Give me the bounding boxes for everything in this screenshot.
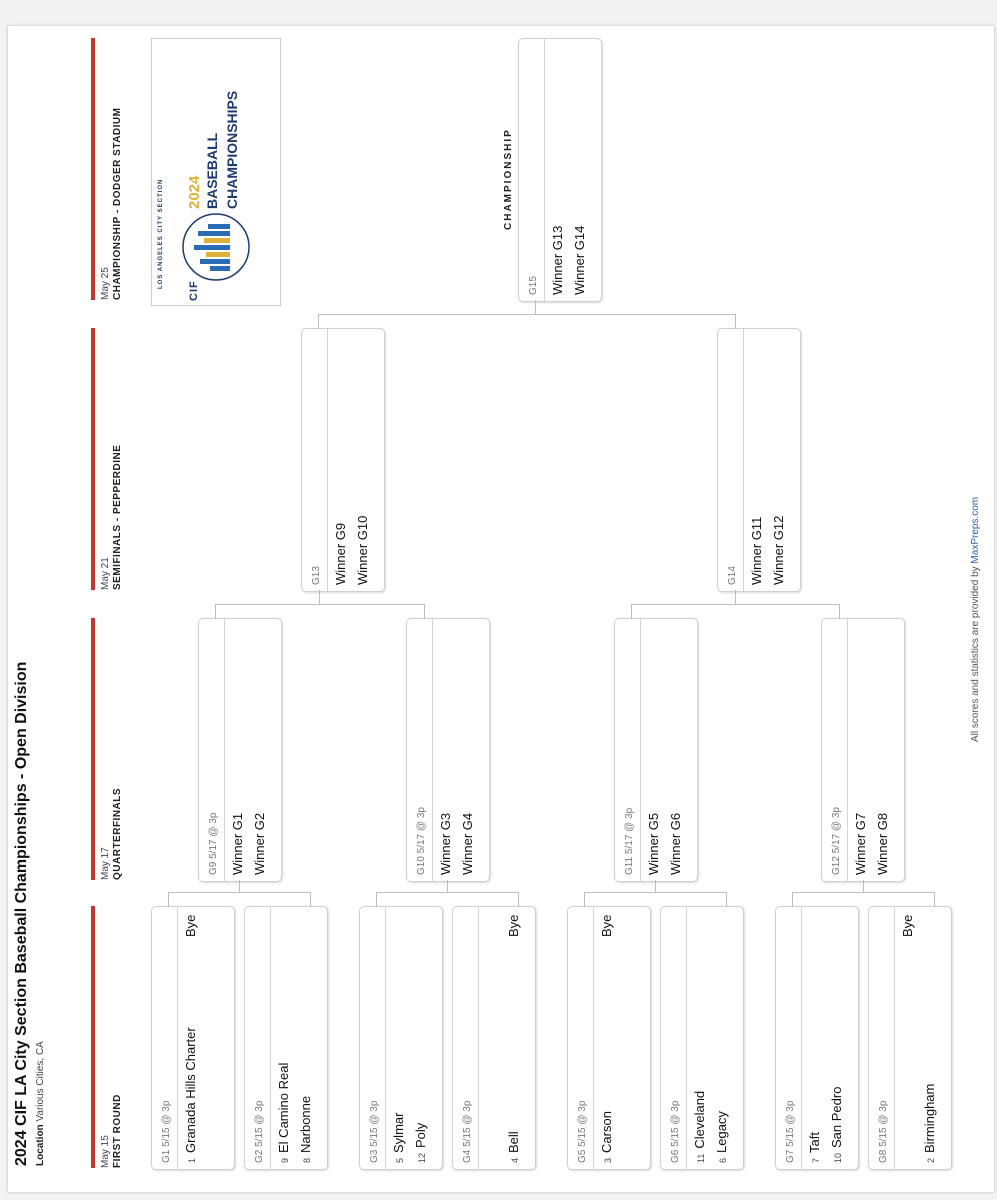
team-row[interactable]: Winner G4 xyxy=(460,812,475,875)
team-seed: 12 xyxy=(417,1152,427,1163)
team-row[interactable]: Winner G6 xyxy=(668,812,683,875)
card-divider xyxy=(177,907,178,1169)
bracket-connector xyxy=(319,590,320,604)
page-title: 2024 CIF LA City Section Baseball Championships - Open Division xyxy=(13,661,30,1166)
team-row[interactable]: Winner G13 xyxy=(550,225,565,295)
bye-label: Bye xyxy=(599,914,614,937)
team-seed: 8 xyxy=(302,1157,312,1163)
team-row[interactable] xyxy=(391,1113,406,1163)
team-row[interactable] xyxy=(692,1091,707,1163)
team-row[interactable]: Winner G14 xyxy=(572,225,587,295)
team-seed: 9 xyxy=(280,1157,290,1163)
bracket-connector xyxy=(318,314,736,329)
game-label: G2 5/15 @ 3p xyxy=(254,1100,265,1163)
team-row[interactable]: Winner G10 xyxy=(355,515,370,585)
card-divider xyxy=(686,907,687,1169)
bracket-connector xyxy=(655,880,656,892)
logo-year: 2024 xyxy=(186,175,203,209)
team-seed: 3 xyxy=(603,1157,613,1163)
game-label: G6 5/15 @ 3p xyxy=(670,1100,681,1163)
team-row[interactable]: Winner G8 xyxy=(875,812,890,875)
round-name: FIRST ROUND xyxy=(112,1094,123,1168)
game-label: G7 5/15 @ 3p xyxy=(785,1100,796,1163)
team-name: Granada Hills Charter xyxy=(183,1027,198,1153)
game-card-g1[interactable] xyxy=(151,906,235,1170)
card-divider xyxy=(847,619,848,881)
championship-heading: CHAMPIONSHIP xyxy=(503,128,514,230)
round-date: May 25 xyxy=(100,267,111,300)
game-card-g4[interactable] xyxy=(452,906,536,1170)
game-label: G13 xyxy=(311,566,322,585)
round-marker-quarter xyxy=(91,618,95,880)
game-card-g3[interactable] xyxy=(359,906,443,1170)
game-label: G14 xyxy=(727,566,738,585)
game-card-g11[interactable] xyxy=(614,618,698,882)
team-row[interactable] xyxy=(807,1132,822,1163)
team-name: Legacy xyxy=(714,1111,729,1153)
team-seed: 2 xyxy=(926,1157,936,1163)
game-label: G11 5/17 @ 3p xyxy=(624,807,635,875)
round-header-semi xyxy=(100,445,124,590)
team-name: Bell xyxy=(506,1131,521,1153)
bracket-connector xyxy=(239,880,240,892)
game-label: G5 5/15 @ 3p xyxy=(577,1100,588,1163)
game-label: G15 xyxy=(528,276,539,295)
game-card-g10[interactable] xyxy=(406,618,490,882)
bracket-sheet xyxy=(8,26,994,1192)
team-row[interactable]: Winner G7 xyxy=(853,812,868,875)
game-card-g2[interactable] xyxy=(244,906,328,1170)
card-divider xyxy=(224,619,225,881)
bracket-connector xyxy=(215,604,425,619)
team-row[interactable] xyxy=(922,1084,937,1163)
team-name: Poly xyxy=(413,1122,428,1148)
bye-label: Bye xyxy=(183,914,198,937)
team-name: Birmingham xyxy=(922,1083,937,1153)
round-date: May 15 xyxy=(100,1135,111,1168)
game-label: G10 5/17 @ 3p xyxy=(416,807,427,875)
team-name: Sylmar xyxy=(391,1112,406,1153)
game-card-g9[interactable] xyxy=(198,618,282,882)
game-card-g15[interactable] xyxy=(518,38,602,302)
game-label: G1 5/15 @ 3p xyxy=(161,1100,172,1163)
round-name: CHAMPIONSHIP - DODGER STADIUM xyxy=(112,107,123,300)
team-row[interactable] xyxy=(298,1096,313,1163)
footer-text: All scores and statistics are provided by xyxy=(970,566,981,742)
round-name: QUARTERFINALS xyxy=(112,787,123,880)
team-row[interactable] xyxy=(183,1027,198,1163)
team-row[interactable] xyxy=(599,1111,614,1163)
team-seed: 5 xyxy=(395,1157,405,1163)
round-date: May 21 xyxy=(100,557,111,590)
card-divider xyxy=(593,907,594,1169)
team-row[interactable] xyxy=(506,1131,521,1163)
team-name: Taft xyxy=(807,1132,822,1153)
bracket-connector xyxy=(631,604,840,619)
team-seed: 6 xyxy=(718,1157,728,1163)
bracket-connector xyxy=(792,892,935,907)
location-label: Location xyxy=(35,1124,46,1166)
team-row[interactable]: Winner G11 xyxy=(749,516,764,585)
team-name: San Pedro xyxy=(829,1086,844,1148)
game-label: G9 5/17 @ 3p xyxy=(208,812,219,875)
round-marker-semi xyxy=(91,328,95,590)
logo-line1: BASEBALL xyxy=(204,132,220,209)
team-name: Narbonne xyxy=(298,1095,313,1153)
game-label: G8 5/15 @ 3p xyxy=(878,1100,889,1163)
game-card-g7[interactable] xyxy=(775,906,859,1170)
team-name: El Camino Real xyxy=(276,1062,291,1153)
card-divider xyxy=(478,907,479,1169)
card-divider xyxy=(640,619,641,881)
team-row[interactable]: Winner G9 xyxy=(333,522,348,585)
round-marker-first xyxy=(91,906,95,1168)
logo-ring-text: LOS ANGELES CITY SECTION xyxy=(158,178,164,289)
round-header-final xyxy=(100,108,124,300)
game-card-g5[interactable] xyxy=(567,906,651,1170)
team-row[interactable] xyxy=(714,1111,729,1163)
team-name: Carson xyxy=(599,1111,614,1153)
bracket-connector xyxy=(735,590,736,604)
bracket-connector xyxy=(535,300,536,314)
game-card-g14[interactable] xyxy=(717,328,801,592)
game-card-g6[interactable] xyxy=(660,906,744,1170)
game-label: G12 5/17 @ 3p xyxy=(831,807,842,875)
logo-mark: CIF xyxy=(188,280,200,301)
card-divider xyxy=(327,329,328,591)
bye-label: Bye xyxy=(900,914,915,937)
round-marker-final xyxy=(91,38,95,300)
location xyxy=(35,1041,46,1166)
card-divider xyxy=(432,619,433,881)
game-card-g12[interactable] xyxy=(821,618,905,882)
game-card-g13[interactable] xyxy=(301,328,385,592)
card-divider xyxy=(385,907,386,1169)
card-divider xyxy=(801,907,802,1169)
team-name: Cleveland xyxy=(692,1090,707,1149)
card-divider xyxy=(894,907,895,1169)
bracket-connector xyxy=(584,892,727,907)
bracket-connector xyxy=(168,892,311,907)
location-value: Various Cities, CA xyxy=(35,1041,46,1122)
team-seed: 10 xyxy=(833,1152,843,1163)
team-row[interactable]: Winner G12 xyxy=(771,515,786,585)
card-divider xyxy=(544,39,545,301)
game-label: G4 5/15 @ 3p xyxy=(462,1100,473,1163)
game-card-g8[interactable] xyxy=(868,906,952,1170)
team-row[interactable] xyxy=(413,1123,428,1163)
team-seed: 7 xyxy=(811,1157,821,1163)
round-date: May 17 xyxy=(100,847,111,880)
team-seed: 1 xyxy=(187,1157,197,1163)
maxpreps-link[interactable]: MaxPreps.com xyxy=(970,496,981,564)
team-row[interactable]: Winner G5 xyxy=(646,812,661,875)
round-name: SEMIFINALS - PEPPERDINE xyxy=(112,444,123,590)
team-row[interactable]: Winner G3 xyxy=(438,812,453,875)
team-row[interactable] xyxy=(829,1087,844,1163)
team-row[interactable]: Winner G2 xyxy=(252,812,267,875)
round-header-quarter xyxy=(100,788,124,880)
championship-logo xyxy=(151,38,281,306)
team-seed: 4 xyxy=(510,1157,520,1163)
bracket-connector xyxy=(376,892,519,907)
team-row[interactable]: Winner G1 xyxy=(230,812,245,875)
bracket-connector xyxy=(447,880,448,892)
logo-line2: CHAMPIONSHIPS xyxy=(224,90,240,209)
card-divider xyxy=(270,907,271,1169)
card-divider xyxy=(743,329,744,591)
team-seed: 11 xyxy=(696,1153,706,1163)
game-label: G3 5/15 @ 3p xyxy=(369,1100,380,1163)
bracket-connector xyxy=(863,880,864,892)
round-header-first xyxy=(100,1094,124,1168)
bye-label: Bye xyxy=(506,914,521,937)
footer-credit xyxy=(970,497,981,742)
team-row[interactable] xyxy=(276,1063,291,1163)
